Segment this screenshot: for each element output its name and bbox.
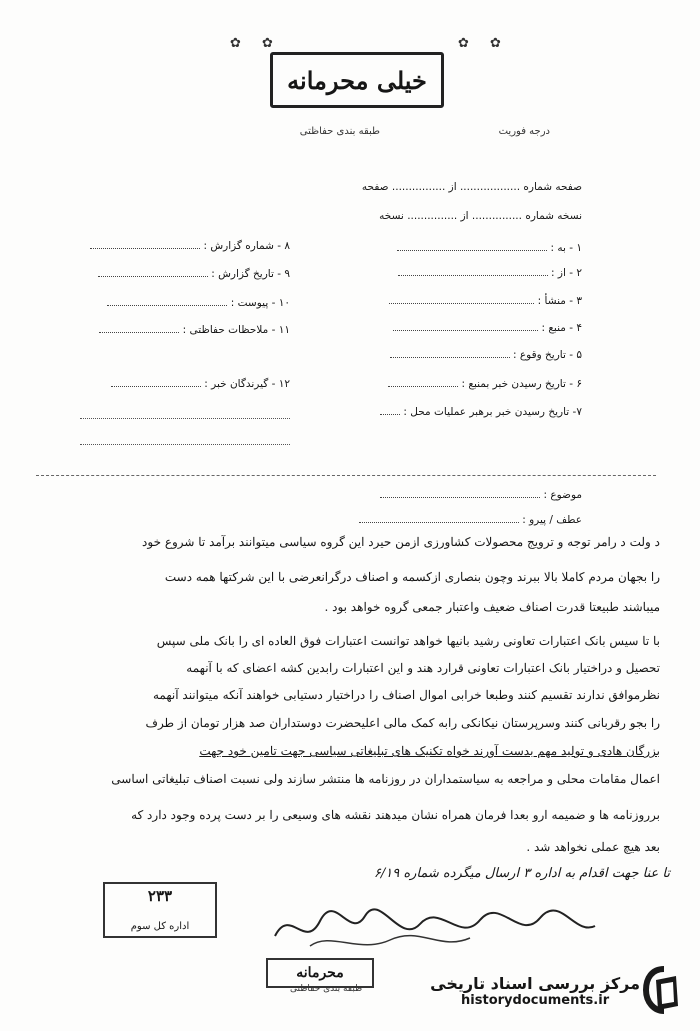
section-separator	[36, 475, 656, 476]
body-text-line: نظرموافق ندارند تقسیم کنند وطبعا خرابی اموال اصناف را دراختیار دستیابی خواهند آنکه میتوانند آنهمه	[153, 688, 660, 702]
field-label: موضوع :	[543, 489, 582, 501]
field-from	[398, 265, 582, 279]
field-news-source-date	[388, 376, 582, 390]
field-to	[397, 240, 582, 254]
stamp-number: ۲۳۳	[147, 887, 173, 905]
seal-mark-icon: ✿	[490, 36, 503, 51]
field-origin	[389, 293, 582, 307]
field-label: ۷- تاریخ رسیدن خبر برهبر عملیات محل :	[403, 406, 582, 418]
watermark-url: historydocuments.ir	[461, 993, 610, 1008]
field-label: ۵ - تاریخ وقوع :	[513, 349, 582, 361]
field-label: ۱۰ - پیوست :	[230, 297, 290, 309]
field-report-date	[80, 266, 290, 280]
bottom-classification-label: طبقه بندی حفاظتی	[290, 984, 363, 994]
field-report-number	[80, 238, 290, 252]
seal-mark-icon: ✿	[230, 36, 243, 51]
watermark	[430, 974, 640, 1008]
field-subject	[380, 487, 582, 501]
body-text-line: بعد هیچ عملی نخواهد شد .	[526, 840, 660, 854]
field-label: ۴ - منبع :	[541, 322, 582, 334]
body-text-line: تحصیل و دراختیار بانک اعتبارات تعاونی قرارد هند و این اعتبارات رابدین کشه اعضای که با آنهمه	[186, 661, 660, 675]
field-event-date	[390, 347, 582, 361]
body-text-line: را بجو رقربانی کنند وسرپرستان نیکانکی رابه کمک مالی اعلیحضرت دوستداران صد هزار تومان از طرف	[145, 716, 660, 730]
body-text-line: با تا سیس بانک اعتبارات تعاونی رشید بانیها خواهد توانست اعتبارات فوق العاده ای را بانک ملی سپس	[156, 634, 660, 648]
field-news-leader-date	[380, 404, 582, 418]
field-label: ۹ - تاریخ گزارش :	[211, 268, 290, 280]
recipient-line	[80, 444, 290, 445]
archive-logo-icon	[642, 966, 686, 1014]
classification-label: طبقه بندی حفاظتی	[299, 126, 380, 137]
field-label: ۱۲ - گیرندگان خبر :	[204, 378, 290, 390]
field-attachment	[80, 295, 290, 309]
field-label: ۱۱ - ملاحظات حفاظتی :	[182, 324, 290, 336]
classification-stamp: خیلی محرمانه	[270, 52, 444, 108]
field-label: ۱ - به :	[550, 242, 582, 254]
field-label: ۸ - شماره گزارش :	[203, 240, 290, 252]
recipient-line	[80, 418, 290, 419]
body-text-line: اعمال مقامات محلی و مراجعه به سیاستمداران در روزنامه ها منتشر سازند ولی نسبت اصناف تبلیغاتی اساسی	[111, 772, 660, 786]
body-text-line: برروزنامه ها و ضمیمه ارو بعدا فرمان همراه نشان میدهند نقشه های وسیعی را بر دست پرده وجود دارد که	[131, 808, 660, 822]
field-label: ۶ - تاریخ رسیدن خبر بمنبع :	[461, 378, 582, 390]
stamp-text: اداره کل سوم	[130, 921, 190, 932]
field-reference	[359, 512, 582, 526]
copy-number-line: نسخه شماره ............... از ............... نسخه	[379, 210, 582, 222]
field-source	[393, 320, 582, 334]
registration-stamp	[103, 882, 217, 938]
handwritten-note: تا عنا جهت اقدام به اداره ۳ ارسال میگرده شماره ۶/۱۹	[373, 866, 670, 881]
body-text-line: بزرگان هادی و تولید مهم بدست آورند خواه تکنیک های تبلیغاتی سیاسی جهت تامین خود جهت	[199, 744, 660, 758]
body-text-line: د ولت د رامر توجه و ترویج محصولات کشاورزی ازمن حیرد این گروه سیاسی میتوانند برآمد تا شروع خود	[142, 535, 660, 549]
seal-mark-icon: ✿	[262, 36, 275, 51]
bottom-classification-stamp: محرمانه	[266, 958, 374, 988]
field-label: عطف / پیرو :	[522, 514, 582, 526]
page-number-line: صفحه شماره .................. از ................ صفحه	[361, 181, 582, 193]
urgency-label: درجه فوریت	[498, 126, 550, 137]
body-text-line: را بجهان مردم کاملا بالا ببرند وچون بنصاری ازکسمه و اصناف درگرانعرضی با این شرکتها همه دست	[164, 570, 660, 584]
field-recipients	[80, 376, 290, 390]
field-label: ۳ - منشأ :	[537, 295, 582, 307]
seal-mark-icon: ✿	[458, 36, 471, 51]
field-security-notes	[80, 322, 290, 336]
body-text-line: میباشند طبیعتا قدرت اصناف ضعیف واعتبار جمعی گروه خواهد بود .	[324, 600, 660, 614]
field-label: ۲ - از :	[551, 267, 582, 279]
watermark-name: مرکز بررسی اسناد تاریخی	[430, 974, 640, 993]
signature-scribble	[270, 896, 600, 956]
